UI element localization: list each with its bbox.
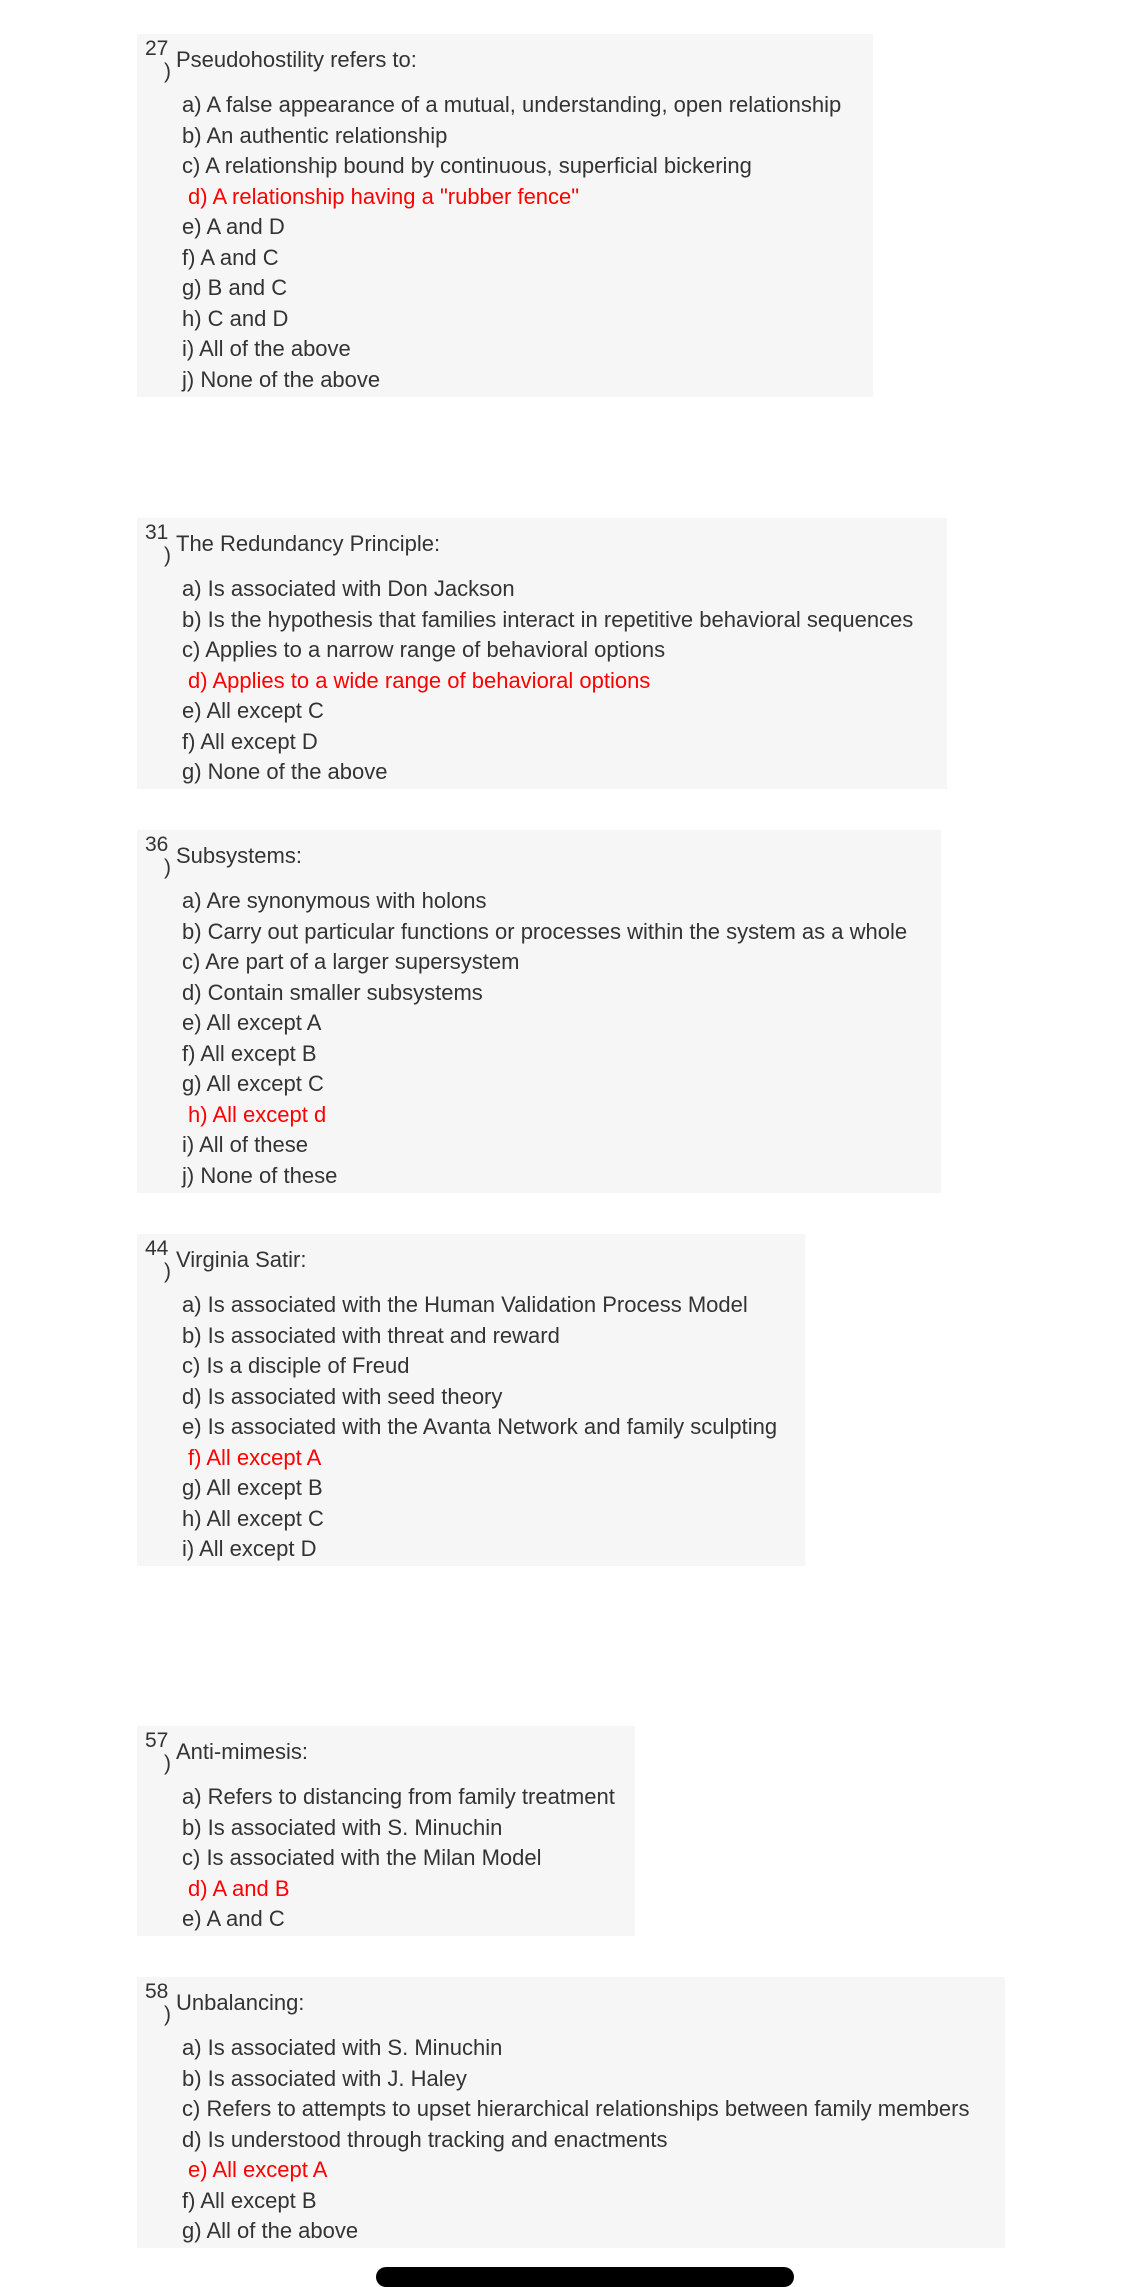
answer-option: d) Is associated with seed theory bbox=[182, 1383, 503, 1409]
question-27-card bbox=[137, 34, 873, 397]
answer-options bbox=[182, 90, 841, 395]
correct-answer-option: f) All except A bbox=[188, 1444, 322, 1470]
question-text: Subsystems: bbox=[176, 843, 302, 868]
answer-option: e) Is associated with the Avanta Network and family sculpting bbox=[182, 1414, 778, 1439]
answer-option: a) Is associated with Don Jackson bbox=[182, 576, 515, 601]
answer-option: g) B and C bbox=[182, 275, 288, 300]
answer-option: b) Is associated with J. Haley bbox=[182, 2065, 467, 2091]
question-text: Virginia Satir: bbox=[176, 1247, 307, 1272]
answer-option: a) Are synonymous with holons bbox=[182, 888, 487, 913]
question-text: Anti-mimesis: bbox=[176, 1739, 309, 1764]
question-number: 36 bbox=[145, 833, 169, 856]
home-indicator-bar[interactable] bbox=[376, 2267, 794, 2287]
answer-option: j) None of the above bbox=[182, 366, 381, 392]
answer-options bbox=[182, 2033, 969, 2247]
answer-option: j) None of these bbox=[182, 1162, 338, 1188]
answer-option: c) Is associated with the Milan Model bbox=[182, 1845, 542, 1870]
answer-option: g) All except B bbox=[182, 1475, 323, 1500]
answer-option: f) A and C bbox=[182, 244, 279, 270]
answer-option: f) All except B bbox=[182, 1040, 317, 1066]
question-text: Pseudohostility refers to: bbox=[176, 47, 417, 72]
answer-option: e) A and D bbox=[182, 214, 285, 239]
correct-answer-option: d) A and B bbox=[188, 1875, 290, 1901]
question-number: 57 bbox=[145, 1729, 169, 1752]
question-number-paren: ) bbox=[164, 1260, 171, 1283]
answer-option: g) All except C bbox=[182, 1071, 324, 1096]
question-number-paren: ) bbox=[164, 60, 171, 83]
question-57-card bbox=[137, 1726, 635, 1936]
answer-option: b) Is associated with threat and reward bbox=[182, 1322, 560, 1348]
question-58-card bbox=[137, 1977, 1005, 2248]
answer-option: d) Contain smaller subsystems bbox=[182, 979, 483, 1005]
correct-answer-option: h) All except d bbox=[188, 1101, 327, 1127]
answer-options bbox=[182, 1290, 777, 1565]
question-44-card bbox=[137, 1234, 805, 1566]
answer-option: e) All except C bbox=[182, 698, 324, 723]
answer-option: c) A relationship bound by continuous, superficial bickering bbox=[182, 153, 752, 178]
answer-options bbox=[182, 1782, 615, 1935]
answer-option: e) All except A bbox=[182, 1010, 322, 1035]
answer-option: a) Is associated with the Human Validation Process Model bbox=[182, 1292, 748, 1317]
answer-option: b) Is the hypothesis that families interact in repetitive behavioral sequences bbox=[182, 606, 914, 632]
correct-answer-option: e) All except A bbox=[188, 2157, 328, 2182]
answer-option: a) A false appearance of a mutual, understanding, open relationship bbox=[182, 92, 842, 117]
answer-option: c) Is a disciple of Freud bbox=[182, 1353, 410, 1378]
answer-option: f) All except D bbox=[182, 728, 318, 754]
question-36-card bbox=[137, 830, 941, 1193]
answer-option: c) Refers to attempts to upset hierarchical relationships between family members bbox=[182, 2096, 970, 2121]
answer-option: a) Is associated with S. Minuchin bbox=[182, 2035, 503, 2060]
answer-option: i) All of these bbox=[182, 1132, 308, 1157]
answer-option: g) All of the above bbox=[182, 2218, 359, 2243]
correct-answer-option: d) A relationship having a "rubber fence" bbox=[188, 183, 580, 209]
question-number-paren: ) bbox=[164, 2003, 171, 2026]
answer-option: i) All of the above bbox=[182, 336, 351, 361]
question-number-paren: ) bbox=[164, 1752, 171, 1775]
answer-option: a) Refers to distancing from family treatment bbox=[182, 1784, 615, 1809]
question-number-paren: ) bbox=[164, 856, 171, 879]
answer-options bbox=[182, 574, 913, 788]
answer-option: g) None of the above bbox=[182, 759, 388, 784]
question-31-card bbox=[137, 518, 947, 789]
answer-option: c) Are part of a larger supersystem bbox=[182, 949, 520, 974]
question-text: The Redundancy Principle: bbox=[176, 531, 441, 556]
answer-options bbox=[182, 886, 907, 1191]
answer-option: d) Is understood through tracking and enactments bbox=[182, 2126, 668, 2152]
answer-option: b) Carry out particular functions or processes within the system as a whole bbox=[182, 918, 908, 944]
question-number: 58 bbox=[145, 1980, 169, 2003]
answer-option: b) Is associated with S. Minuchin bbox=[182, 1814, 503, 1840]
question-number: 27 bbox=[145, 37, 169, 60]
answer-option: h) All except C bbox=[182, 1505, 324, 1531]
question-number-paren: ) bbox=[164, 544, 171, 567]
answer-option: b) An authentic relationship bbox=[182, 122, 448, 148]
answer-option: c) Applies to a narrow range of behavioral options bbox=[182, 637, 666, 662]
answer-option: e) A and C bbox=[182, 1906, 285, 1931]
correct-answer-option: d) Applies to a wide range of behavioral options bbox=[188, 667, 651, 693]
question-text: Unbalancing: bbox=[176, 1990, 305, 2015]
answer-option: f) All except B bbox=[182, 2187, 317, 2213]
answer-option: h) C and D bbox=[182, 305, 289, 331]
question-number: 44 bbox=[145, 1237, 169, 1260]
question-number: 31 bbox=[145, 521, 169, 544]
answer-option: i) All except D bbox=[182, 1536, 317, 1561]
